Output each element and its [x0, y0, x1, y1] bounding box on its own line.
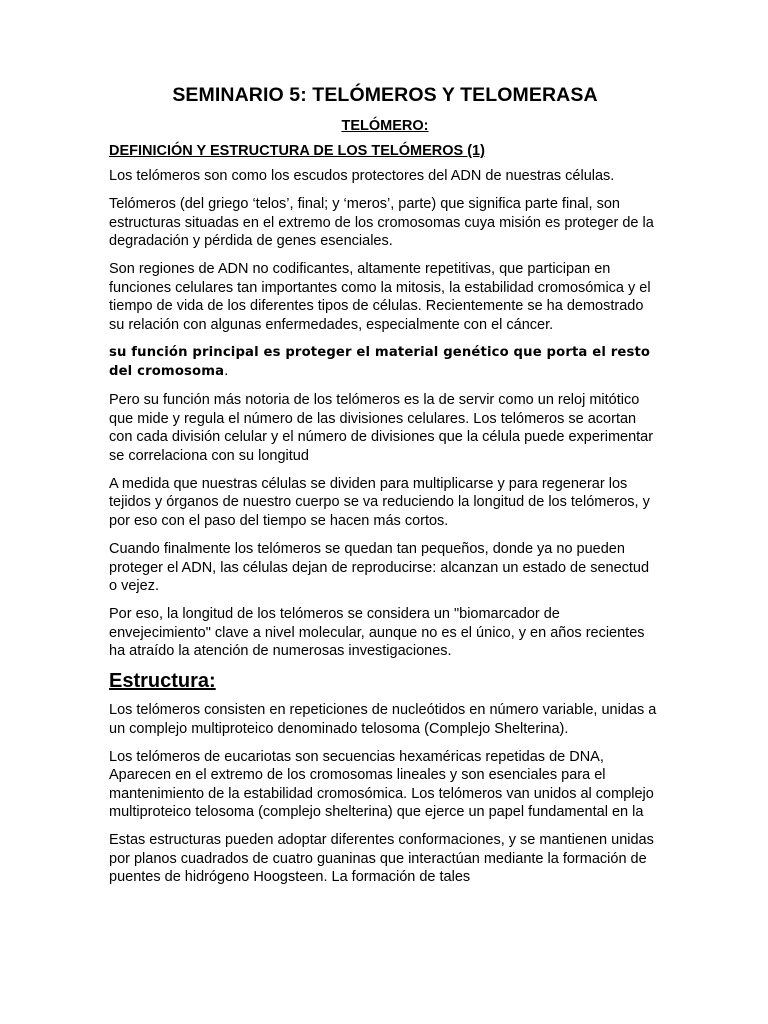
bold-paragraph [109, 344, 661, 382]
document-body [109, 84, 661, 897]
paragraph: Los telómeros son como los escudos protectores del ADN de nuestras células. [109, 168, 615, 184]
paragraph: Por eso, la longitud de los telómeros se considera un "biomarcador de envejecimiento" clave a nivel molecular, aunque no es el único, y en años recientes ha atraído la atención de numerosas investigaciones. [109, 606, 645, 660]
paragraph: A medida que nuestras células se dividen para multiplicarse y para regenerar los tejidos y órganos de nuestro cuerpo se va reduciendo la longitud de los telómeros, y por eso con el paso del tiempo se hacen más cortos. [109, 475, 650, 529]
paragraph: Son regiones de ADN no codificantes, altamente repetitivas, que participan en funciones celulares tan importantes como la mitosis, la estabilidad cromosómica y el tiempo de vida de los diferentes tipos de células. Recientemente se ha demostrado su relación con algunas enfermedades, especialmente con el cáncer. [109, 261, 651, 333]
paragraph: Cuando finalmente los telómeros se quedan tan pequeños, donde ya no pueden proteger el ADN, las células dejan de reproducirse: alcanzan un estado de senectud o vejez. [109, 541, 650, 595]
paragraph: Los telómeros de eucariotas son secuencias hexaméricas repetidas de DNA, Aparecen en el extremo de los cromosomas lineales y son esenciales para el mantenimiento de la estabilidad cromosómica. Los telómeros van unidos al complejo multiproteico telosoma (complejo shelterina) que ejerce un papel fundamental en la [109, 748, 654, 821]
paragraph: Los telómeros consisten en repeticiones de nucleótidos en número variable, unidas a un complejo multiproteico denominado telosoma (Complejo Shelterina). [109, 702, 657, 737]
structure-heading: Estructura: [109, 670, 216, 693]
document-title: SEMINARIO 5: TELÓMEROS Y TELOMERASA [172, 84, 598, 106]
paragraph: Telómeros (del griego ‘telos’, final; y ‘meros’, parte) que significa parte final, son estructuras situadas en el extremo de los cromosomas cuya misión es proteger de la degradación y pérdida de genes esenciales. [109, 196, 654, 250]
bold-paragraph-tail: . [224, 363, 229, 380]
paragraph: Estas estructuras pueden adoptar diferentes conformaciones, y se mantienen unidas por planos cuadrados de cuatro guaninas que interactúan mediante la formación de puentes de hidrógeno Hoogsteen. La formación de tales [109, 832, 654, 886]
bold-paragraph-text: su función principal es proteger el material genético que porta el resto del cromosoma [109, 344, 651, 380]
paragraph: Pero su función más notoria de los telómeros es la de servir como un reloj mitótico que mide y regula el número de las divisiones celulares. Los telómeros se acortan con cada división celular y el número de divisiones que la célula puede experimentar se correlaciona con su longitud [109, 392, 654, 464]
section-heading: DEFINICIÓN Y ESTRUCTURA DE LOS TELÓMEROS (1) [109, 143, 485, 159]
document-subtitle: TELÓMERO: [341, 118, 429, 134]
